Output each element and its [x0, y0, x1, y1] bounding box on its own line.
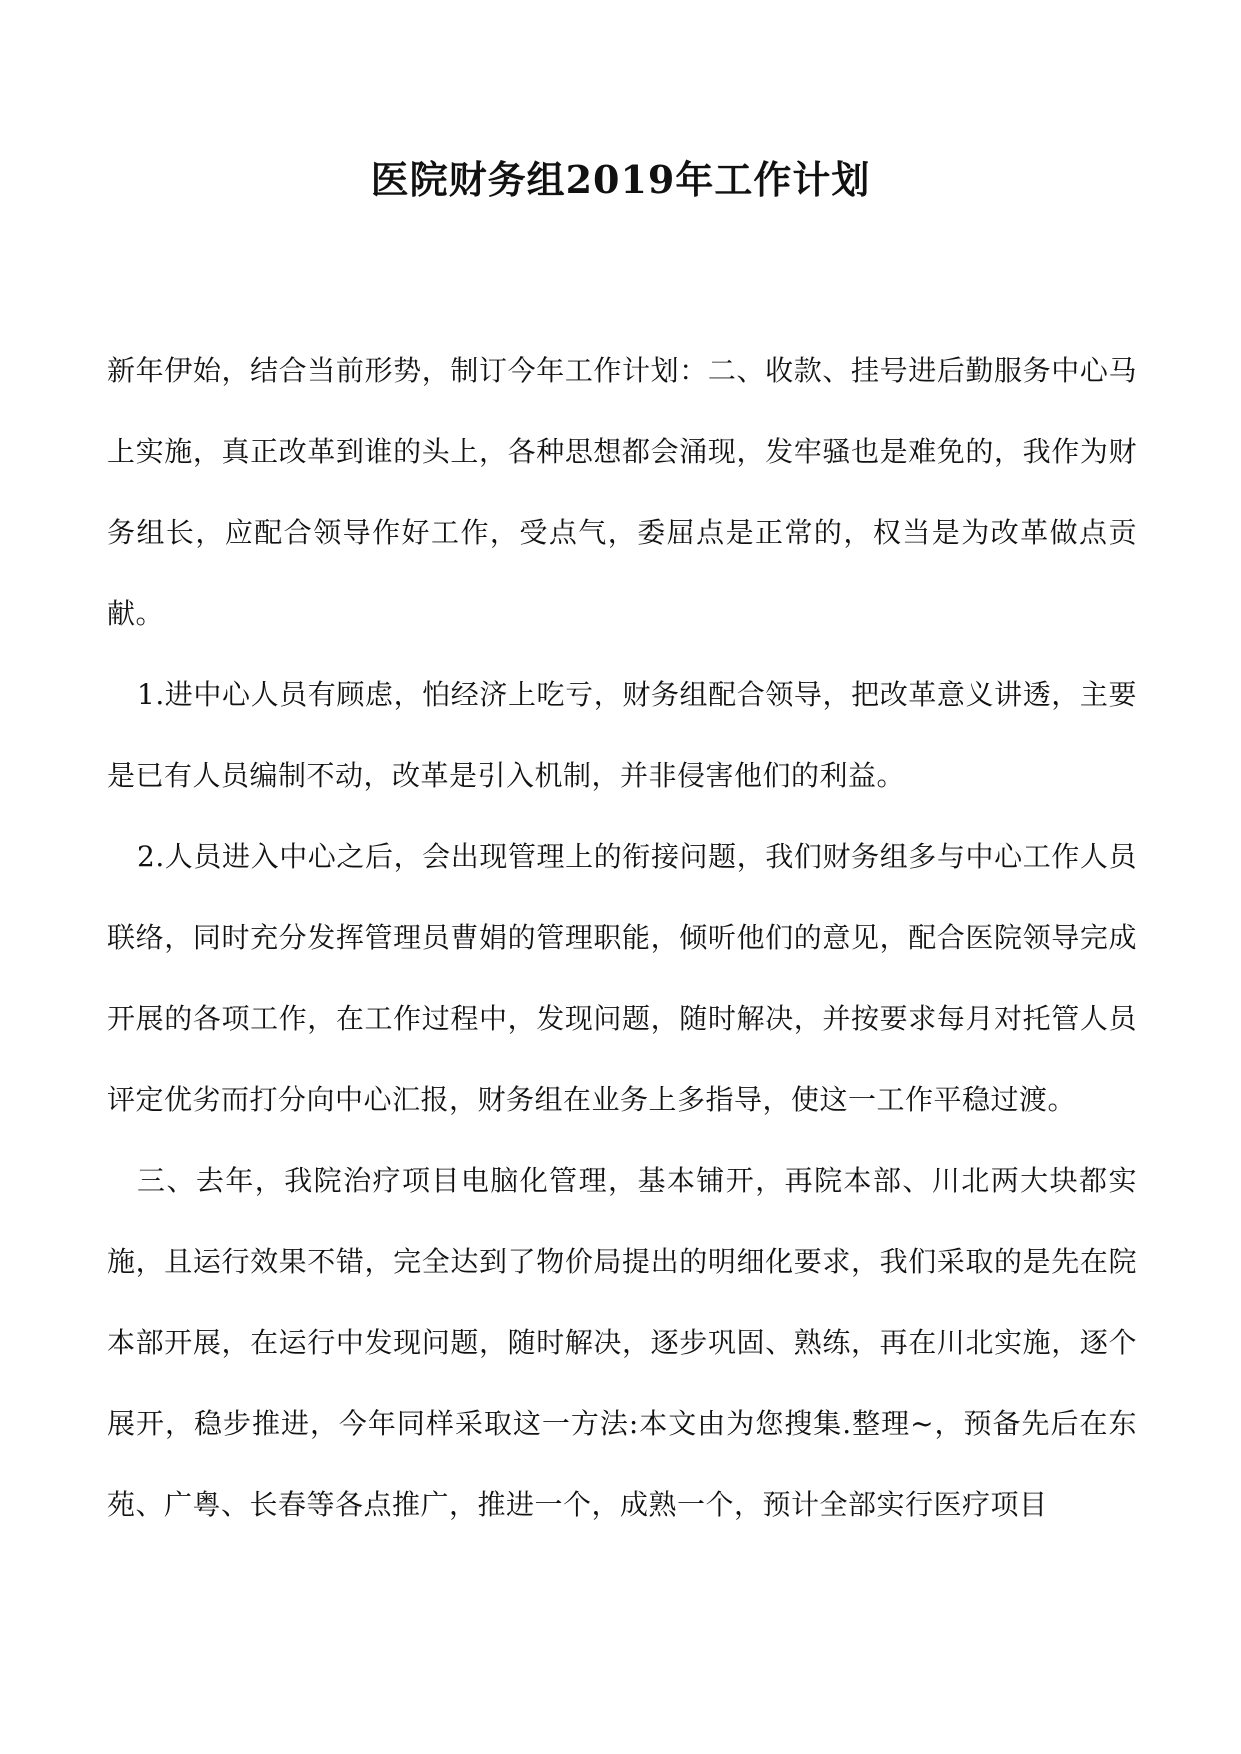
paragraph-section-3: 三、去年，我院治疗项目电脑化管理，基本铺开，再院本部、川北两大块都实施，且运行效果不错，完全达到了物价局提出的明细化要求，我们采取的是先在院本部开展，在运行中发现问题，随时解决，逐步巩固、熟练，再在川北实施，逐个展开，稳步推进，今年同样采取这一方法:本文由为您搜集.整理~，预备先后在东苑、广粤、长春等各点推广，推进一个，成熟一个，预计全部实行医疗项目 [107, 1164, 1137, 1521]
paragraph-item-1: 1.进中心人员有顾虑，怕经济上吃亏，财务组配合领导，把改革意义讲透，主要是已有人员编制不动，改革是引入机制，并非侵害他们的利益。 [107, 678, 1137, 792]
document-body [107, 330, 1137, 1545]
document-title: 医院财务组2019年工作计划 [370, 157, 871, 202]
paragraph-item-2: 2.人员进入中心之后，会出现管理上的衔接问题，我们财务组多与中心工作人员联络，同时充分发挥管理员曹娟的管理职能，倾听他们的意见，配合医院领导完成开展的各项工作，在工作过程中，发现问题，随时解决，并按要求每月对托管人员评定优劣而打分向中心汇报，财务组在业务上多指导，使这一工作平稳过渡。 [107, 840, 1137, 1116]
paragraph-intro: 新年伊始，结合当前形势，制订今年工作计划：二、收款、挂号进后勤服务中心马上实施，真正改革到谁的头上，各种思想都会涌现，发牢骚也是难免的，我作为财务组长，应配合领导作好工作，受点气，委屈点是正常的，权当是为改革做点贡献。 [107, 354, 1137, 630]
